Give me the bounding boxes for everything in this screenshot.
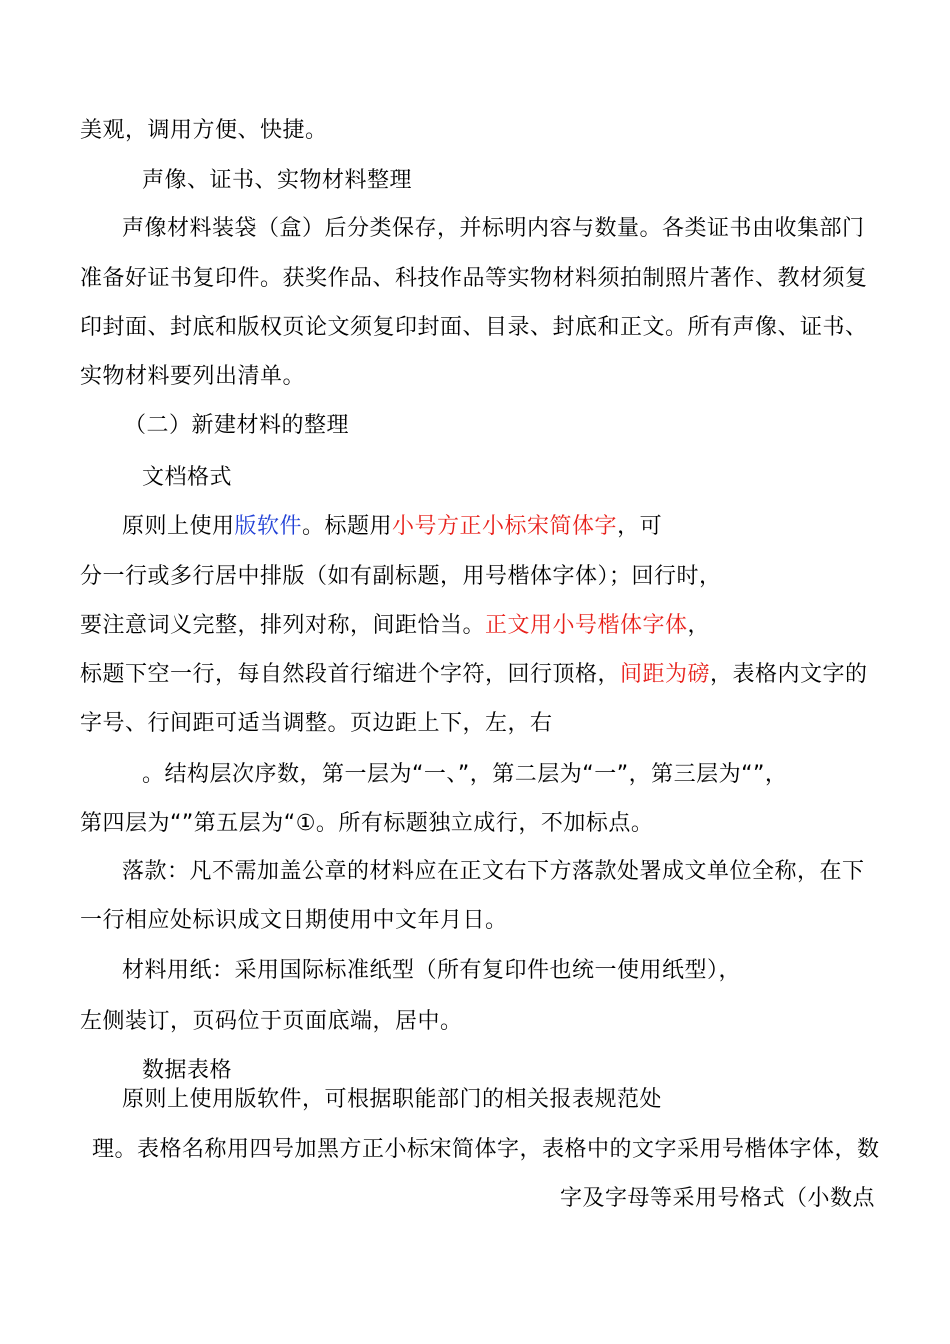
text-run: ，可 (617, 514, 663, 539)
paragraph-line: 左侧装订，页码位于页面底端，居中。 (80, 1009, 463, 1034)
text-run: 标题下空一行，每自然段首行缩进个字符，回行顶格， (80, 662, 621, 687)
text-run: 。标题用 (302, 514, 393, 539)
paragraph-line: 声像材料装袋（盒）后分类保存，并标明内容与数量。各类证书由收集部门 (122, 216, 865, 241)
text-run: ， (687, 613, 711, 638)
section-heading: 文档格式 (142, 465, 233, 490)
section-heading: 数据表格 (142, 1058, 233, 1083)
paragraph-line: 字及字母等采用号格式（小数点 (560, 1186, 876, 1211)
paragraph-line: 一行相应处标识成文日期使用中文年月日。 (80, 908, 508, 933)
paragraph-line: 印封面、封底和版权页论文须复印封面、目录、封底和正文。所有声像、证书、 (80, 315, 868, 340)
highlight-text-red: 小号方正小标宋简体字 (392, 514, 618, 539)
paragraph-line (122, 512, 662, 542)
section-heading: 声像、证书、实物材料整理 (142, 168, 413, 193)
paragraph-line: 理。表格名称用四号加黑方正小标宋简体字，表格中的文字采用号楷体字体，数 (92, 1137, 880, 1162)
paragraph-line (80, 611, 710, 641)
highlight-text-red: 正文用小号楷体字体 (485, 613, 688, 638)
paragraph-line: 字号、行间距可适当调整。页边距上下，左，右 (80, 711, 553, 736)
paragraph-line: 实物材料要列出清单。 (80, 364, 306, 389)
paragraph-line: 。结构层次序数，第一层为“一、”，第二层为“一”，第三层为“”， (142, 762, 788, 787)
paragraph-line: 第四层为“”第五层为“①。所有标题独立成行，不加标点。 (80, 811, 654, 836)
text-run: 要注意词义完整，排列对称，间距恰当。 (80, 613, 486, 638)
highlight-text-red: 间距为磅 (620, 662, 711, 687)
paragraph-line: 落款：凡不需加盖公章的材料应在正文右下方落款处署成文单位全称，在下 (122, 859, 865, 884)
text-run: ，表格内文字的 (710, 662, 868, 687)
paragraph-line: 准备好证书复印件。获奖作品、科技作品等实物材料须拍制照片著作、教材须复 (80, 266, 868, 291)
paragraph-line: 美观，调用方便、快捷。 (80, 118, 328, 143)
paragraph-line: 分一行或多行居中排版（如有副标题，用号楷体字体）；回行时， (80, 564, 722, 589)
highlight-text-blue: 版软件 (234, 514, 303, 539)
section-heading: （二）新建材料的整理 (124, 413, 350, 438)
paragraph-line: 材料用纸：采用国际标准纸型（所有复印件也统一使用纸型）， (122, 958, 742, 983)
text-run: 原则上使用 (122, 514, 235, 539)
paragraph-line (80, 660, 868, 690)
paragraph-line: 原则上使用版软件，可根据职能部门的相关报表规范处 (122, 1087, 663, 1112)
